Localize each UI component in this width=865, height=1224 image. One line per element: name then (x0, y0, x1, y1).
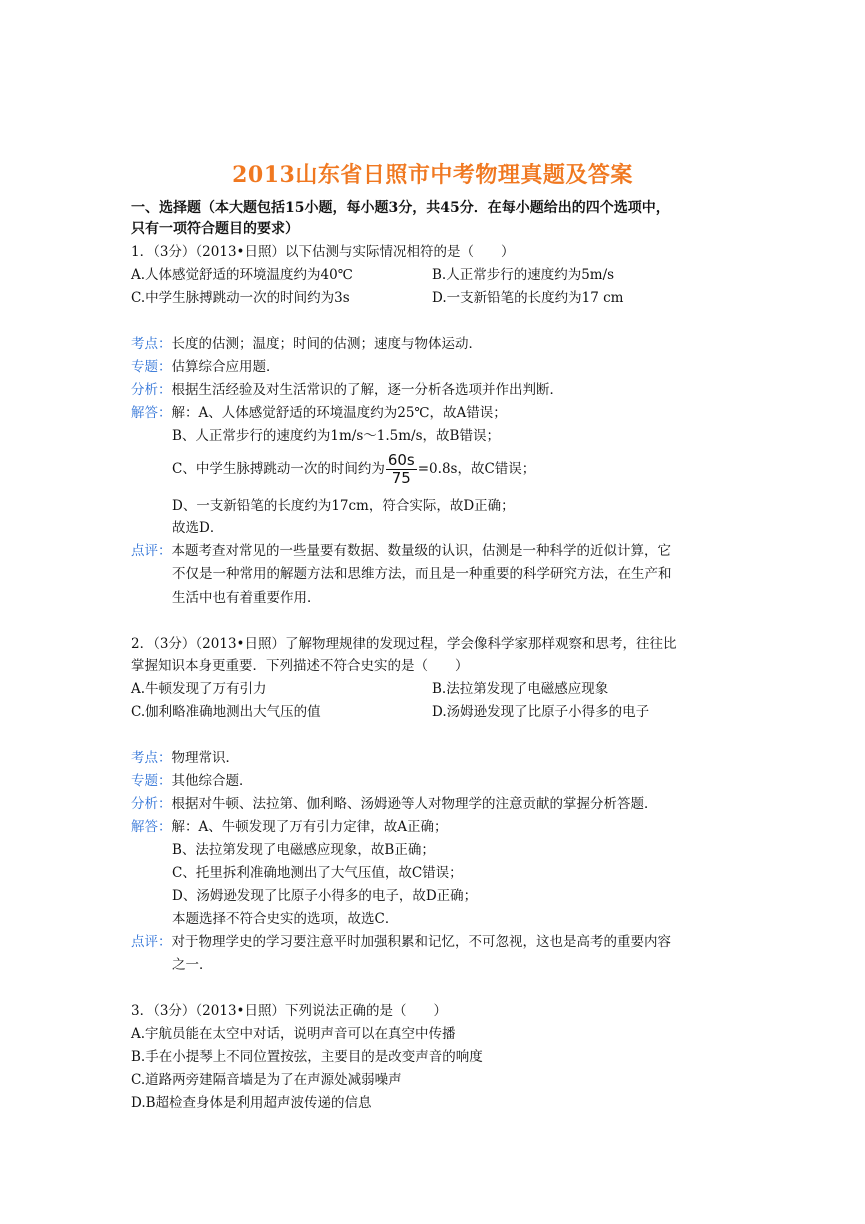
fenxi-label: 分析： (131, 796, 172, 812)
q2-jieda-1: 解：A、牛顿发现了万有引力定律，故A正确； (171, 819, 448, 835)
q2-option-b: B.法拉第发现了电磁感应现象 (432, 681, 609, 697)
q1-stem: 1．（3分）（2013•日照）以下估测与实际情况相符的是（ ） (131, 244, 515, 260)
zhuanti-label: 专题： (131, 773, 172, 789)
q1-jieda-4: D、一支新铅笔的长度约为17cm，符合实际，故D正确； (172, 498, 515, 514)
section-heading-line1: 一、选择题（本大题包括15小题，每小题3分，共45分．在每小题给出的四个选项中， (131, 200, 670, 216)
q2-stem-2: 掌握知识本身更重要．下列描述不符合史实的是（ ） (131, 658, 469, 674)
fraction-denominator: 75 (391, 469, 411, 487)
jieda-label: 解答： (131, 405, 172, 421)
q3-stem: 3．（3分）（2013•日照）下列说法正确的是（ ） (131, 1003, 447, 1019)
q1-dianping-2: 不仅是一种常用的解题方法和思维方法，而且是一种重要的科学研究方法，在生产和 (172, 566, 672, 582)
q2-jieda-3: C、托里拆利准确地测出了大气压值，故C错误； (172, 865, 463, 881)
fenxi-label: 分析： (131, 382, 172, 398)
kaodian-label: 考点： (131, 336, 172, 352)
document-title: 2013山东省日照市中考物理真题及答案 (232, 162, 633, 188)
fraction-numerator: 60s (387, 451, 415, 469)
q2-kaodian-row (131, 748, 239, 768)
q1-jieda-1: 解：A、人体感觉舒适的环境温度约为25℃，故A错误； (171, 405, 507, 421)
q1-jieda-3-post: =0.8s，故C错误； (417, 461, 536, 477)
q2-option-d: D.汤姆逊发现了比原子小得多的电子 (432, 704, 650, 720)
q2-zhuanti: 其他综合题． (171, 773, 253, 789)
dianping-label: 点评： (131, 543, 172, 559)
q1-jieda-5: 故选D． (172, 520, 224, 536)
q1-fenxi: 根据生活经验及对生活常识的了解，逐一分析各选项并作出判断． (171, 382, 563, 398)
q1-option-d: D.一支新铅笔的长度约为17 cm (432, 290, 624, 306)
q2-stem-1: 2．（3分）（2013•日照）了解物理规律的发现过程，学会像科学家那样观察和思考，往往比 (131, 636, 677, 652)
q2-option-c: C.伽利略准确地测出大气压的值 (131, 704, 321, 720)
q2-dianping-row (131, 932, 671, 952)
q2-fenxi: 根据对牛顿、法拉第、伽利略、汤姆逊等人对物理学的注意贡献的掌握分析答题． (171, 796, 658, 812)
q2-jieda-5: 本题选择不符合史实的选项，故选C． (172, 911, 399, 927)
q1-dianping-row (131, 541, 671, 561)
q3-option-b: B.手在小提琴上不同位置按弦，主要目的是改变声音的响度 (131, 1049, 483, 1065)
q2-fenxi-row (131, 794, 658, 814)
q3-option-a: A.宇航员能在太空中对话，说明声音可以在真空中传播 (131, 1026, 456, 1042)
q2-option-a: A.牛顿发现了万有引力 (131, 681, 267, 697)
q2-jieda-2: B、法拉第发现了电磁感应现象，故B正确； (172, 842, 435, 858)
q2-jieda-4: D、汤姆逊发现了比原子小得多的电子，故D正确； (172, 888, 478, 904)
q2-kaodian: 物理常识． (171, 750, 239, 766)
q2-zhuanti-row (131, 771, 253, 791)
jieda-label: 解答： (131, 819, 172, 835)
q3-option-d: D.B超检查身体是利用超声波传递的信息 (131, 1095, 372, 1111)
q1-jieda-3-pre: C、中学生脉搏跳动一次的时间约为 (172, 461, 385, 477)
q1-kaodian-row (131, 334, 482, 354)
q1-fraction (386, 452, 417, 487)
q3-option-c: C.道路两旁建隔音墙是为了在声源处减弱噪声 (131, 1072, 402, 1088)
kaodian-label: 考点： (131, 750, 172, 766)
q1-option-b: B.人正常步行的速度约为5m/s (432, 267, 615, 283)
q2-dianping-2: 之一． (172, 957, 213, 973)
q1-dianping-1: 本题考查对常见的一些量要有数据、数量级的认识，估测是一种科学的近似计算，它 (171, 543, 671, 559)
zhuanti-label: 专题： (131, 359, 172, 375)
q1-jieda-2: B、人正常步行的速度约为1m/s～1.5m/s，故B错误； (172, 428, 500, 444)
q2-dianping-1: 对于物理学史的学习要注意平时加强积累和记忆，不可忽视，这也是高考的重要内容 (171, 934, 671, 950)
q1-option-c: C.中学生脉搏跳动一次的时间约为3s (131, 290, 350, 306)
q1-zhuanti: 估算综合应用题． (171, 359, 280, 375)
q1-jieda-row (131, 403, 507, 423)
q1-kaodian: 长度的估测；温度；时间的估测；速度与物体运动． (171, 336, 482, 352)
q1-dianping-3: 生活中也有着重要作用． (172, 590, 321, 606)
q1-option-a: A.人体感觉舒适的环境温度约为40℃ (131, 267, 353, 283)
q1-zhuanti-row (131, 357, 280, 377)
q1-jieda-3 (172, 451, 535, 487)
section-heading-line2: 只有一项符合题目的要求） (131, 221, 299, 237)
dianping-label: 点评： (131, 934, 172, 950)
q1-fenxi-row (131, 380, 563, 400)
q2-jieda-row (131, 817, 448, 837)
